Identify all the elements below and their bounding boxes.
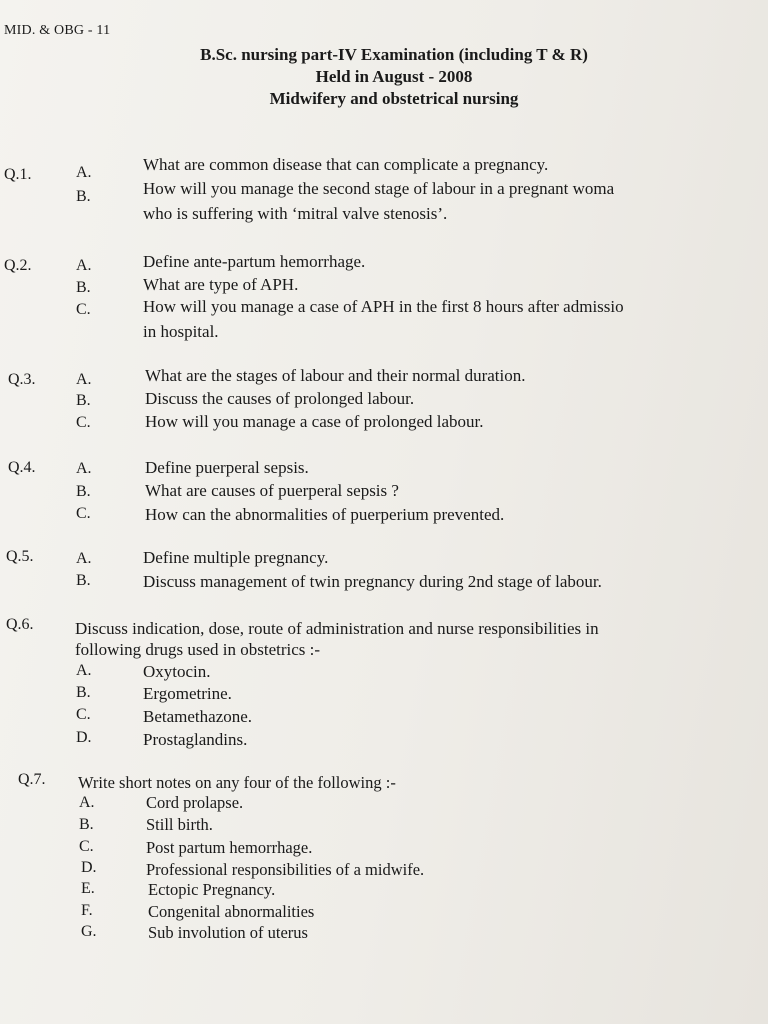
part-letter: A. — [76, 460, 92, 477]
part-text: How will you manage the second stage of labour in a pregnant woma — [143, 179, 615, 198]
item-letter: G. — [81, 923, 97, 940]
item-letter: C. — [79, 838, 94, 855]
question-number: Q.2. — [4, 257, 32, 274]
part-text: Discuss management of twin pregnancy during 2nd stage of labour. — [143, 572, 602, 591]
part-text: What are type of APH. — [143, 275, 299, 294]
question-number: Q.1. — [4, 166, 32, 183]
paper-code: MID. & OBG - 11 — [4, 23, 111, 38]
question-intro-continued: following drugs used in obstetrics :- — [75, 640, 321, 659]
part-letter: C. — [76, 301, 91, 318]
item-letter: E. — [81, 880, 95, 897]
item-text: Oxytocin. — [143, 662, 211, 681]
item-text: Congenital abnormalities — [148, 902, 315, 921]
question-number: Q.7. — [18, 771, 46, 788]
question-intro: Discuss indication, dose, route of administration and nurse responsibilities in — [75, 619, 599, 638]
part-letter: B. — [76, 392, 91, 409]
part-text: How will you manage a case of prolonged labour. — [145, 412, 484, 431]
part-text: How will you manage a case of APH in the first 8 hours after admissio — [143, 297, 624, 316]
part-text: Discuss the causes of prolonged labour. — [145, 389, 415, 408]
part-letter: A. — [76, 164, 92, 181]
question-number: Q.6. — [6, 616, 34, 633]
part-text-continued: who is suffering with ‘mitral valve stenosis’. — [143, 204, 448, 223]
exam-title: B.Sc. nursing part-IV Examination (including T & R) — [200, 45, 588, 64]
item-text: Still birth. — [146, 815, 213, 834]
question-intro: Write short notes on any four of the following :- — [78, 773, 396, 792]
part-letter: A. — [76, 371, 92, 388]
item-letter: D. — [76, 729, 92, 746]
part-text: How can the abnormalities of puerperium prevented. — [145, 505, 505, 524]
part-letter: C. — [76, 414, 91, 431]
part-text-continued: in hospital. — [143, 322, 219, 341]
exam-subject: Midwifery and obstetrical nursing — [269, 89, 519, 108]
part-text: Define puerperal sepsis. — [145, 458, 309, 477]
item-text: Sub involution of uterus — [148, 923, 308, 942]
item-text: Betamethazone. — [143, 707, 253, 726]
item-text: Cord prolapse. — [146, 793, 244, 812]
part-letter: A. — [76, 550, 92, 567]
part-letter: C. — [76, 505, 91, 522]
item-letter: A. — [76, 662, 92, 679]
item-letter: A. — [79, 794, 95, 811]
part-text: Define ante-partum hemorrhage. — [143, 252, 366, 271]
part-letter: B. — [76, 188, 91, 205]
part-letter: B. — [76, 483, 91, 500]
part-letter: B. — [76, 279, 91, 296]
part-text: Define multiple pregnancy. — [143, 548, 329, 567]
item-text: Professional responsibilities of a midwife. — [146, 860, 425, 879]
part-letter: A. — [76, 257, 92, 274]
item-letter: B. — [79, 816, 94, 833]
part-text: What are causes of puerperal sepsis ? — [145, 481, 399, 500]
item-text: Prostaglandins. — [143, 730, 248, 749]
question-number: Q.5. — [6, 548, 34, 565]
item-letter: B. — [76, 684, 91, 701]
question-number: Q.3. — [8, 371, 36, 388]
item-text: Ergometrine. — [143, 684, 232, 703]
item-letter: D. — [81, 859, 97, 876]
part-text: What are common disease that can complicate a pregnancy. — [143, 155, 549, 174]
part-text: What are the stages of labour and their normal duration. — [145, 366, 526, 385]
item-letter: F. — [81, 902, 93, 919]
part-letter: B. — [76, 572, 91, 589]
exam-held-date: Held in August - 2008 — [315, 67, 473, 86]
item-letter: C. — [76, 706, 91, 723]
question-number: Q.4. — [8, 459, 36, 476]
item-text: Ectopic Pregnancy. — [148, 880, 276, 899]
item-text: Post partum hemorrhage. — [146, 838, 313, 857]
